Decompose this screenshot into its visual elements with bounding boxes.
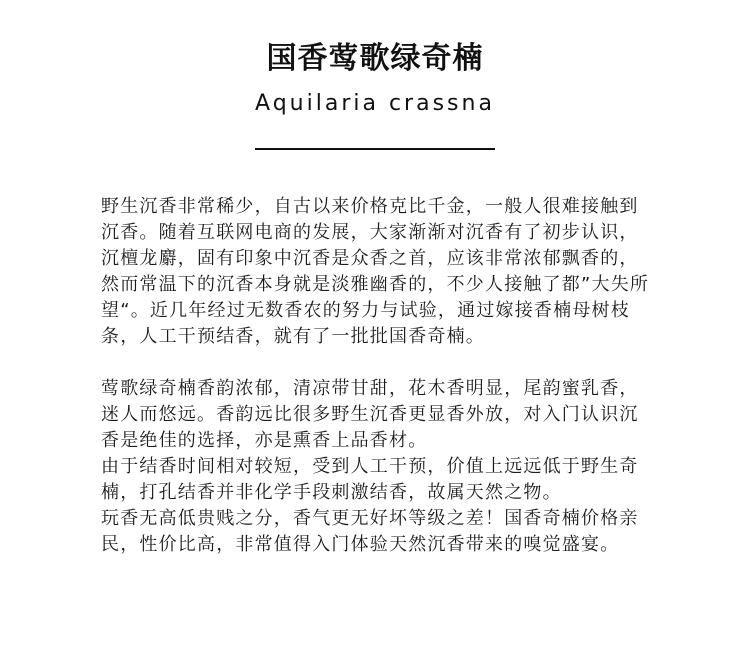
paragraph-spacer: [101, 350, 655, 376]
paragraph-aroma: 莺歌绿奇楠香韵浓郁，清凉带甘甜，花木香明显，尾韵蜜乳香，迷人而悠远。香韵远比很多野生沉香更显香外放，对入门认识沉香是绝佳的选择，亦是熏香上品香材。: [101, 378, 639, 451]
paragraph-origin: 由于结香时间相对较短，受到人工干预，价值上远远低于野生奇楠，打孔结香并非化学手段刺激结香，故属天然之物。: [101, 456, 639, 503]
description-body: [101, 194, 655, 558]
page-title: 国香莺歌绿奇楠: [266, 41, 484, 76]
title-divider: [255, 148, 495, 150]
paragraph-value: 玩香无高低贵贱之分，香气更无好坏等级之差！国香奇楠价格亲民，性价比高，非常值得入门体验天然沉香带来的嗅觉盛宴。: [101, 508, 639, 555]
paragraph-intro: 野生沉香非常稀少，自古以来价格克比千金，一般人很难接触到沉香。随着互联网电商的发展，大家渐渐对沉香有了初步认识，沉檀龙麝，固有印象中沉香是众香之首，应该非常浓郁飘香的，然而常温下的沉香本身就是淡雅幽香的，不少人接触了都”大失所望“。近几年经过无数香农的努力与试验，通过嫁接香楠母树枝条，人工干预结香，就有了一批批国香奇楠。: [101, 196, 650, 347]
latin-name-subtitle: Aquilaria crassna: [255, 91, 495, 116]
